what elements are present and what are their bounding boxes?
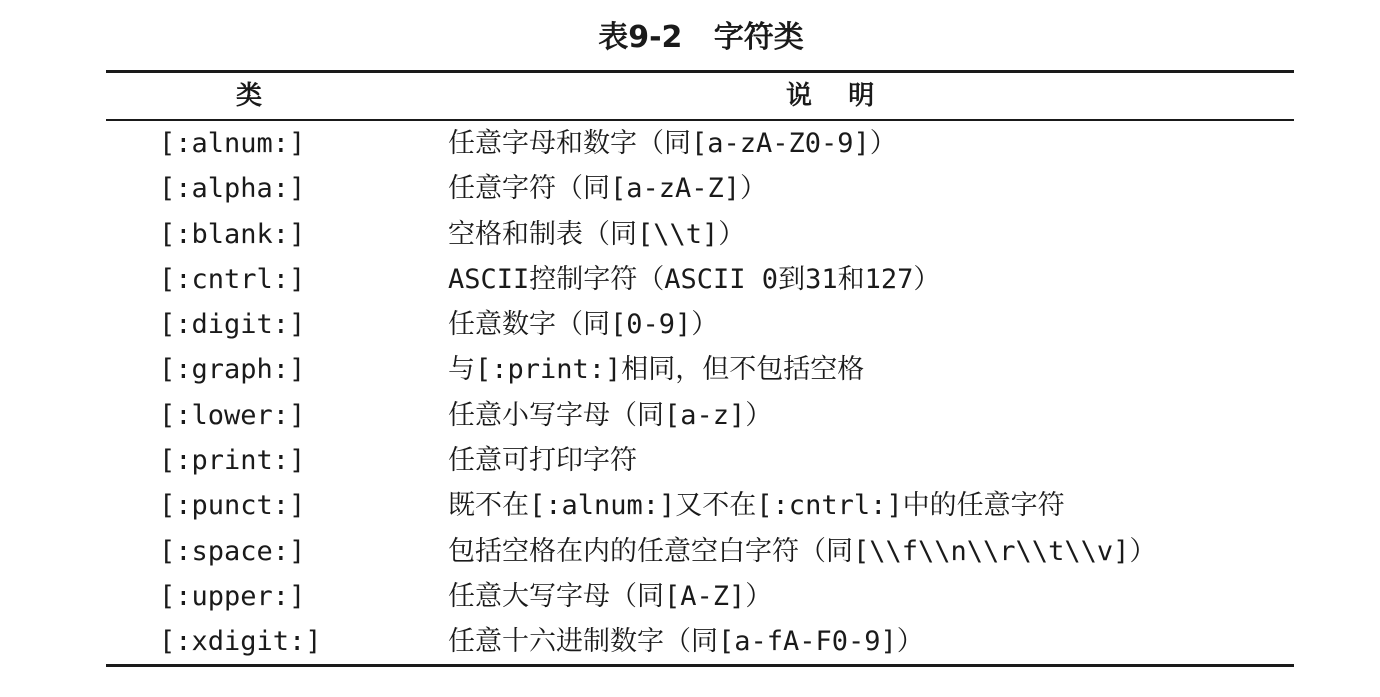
header-description: 说 明 (786, 81, 875, 111)
class-description: 任意大写字母（同[A-Z]） (448, 580, 773, 612)
table-row (0, 347, 1380, 392)
class-description: 任意十六进制数字（同[a-fA-F0-9]） (448, 626, 924, 658)
header-class: 类 (236, 81, 263, 111)
class-name: [:cntrl:] (159, 263, 306, 295)
class-name: [:alpha:] (159, 173, 306, 205)
class-description: 空格和制表（同[\\t]） (448, 218, 746, 250)
table-row (0, 302, 1380, 347)
class-name: [:alnum:] (159, 128, 306, 159)
table-row (0, 257, 1380, 302)
table-row (0, 619, 1380, 664)
class-name: [:punct:] (159, 490, 306, 522)
table-row (0, 438, 1380, 483)
table-row (0, 121, 1380, 166)
class-name: [:graph:] (159, 354, 306, 386)
table-row (0, 483, 1380, 528)
class-description: 包括空格在内的任意空白字符（同[\\f\\n\\r\\t\\v]） (448, 535, 1157, 567)
class-description: ASCII控制字符（ASCII 0到31和127） (448, 263, 941, 295)
class-name: [:lower:] (159, 399, 306, 431)
class-description: 既不在[:alnum:]又不在[:cntrl:]中的任意字符 (448, 490, 1065, 522)
class-description: 任意字母和数字（同[a-zA-Z0-9]） (448, 128, 897, 159)
table-caption: 表9-2 字符类 (598, 20, 804, 55)
class-description: 任意小写字母（同[a-z]） (448, 399, 773, 431)
table-row (0, 529, 1380, 574)
table-row (0, 166, 1380, 211)
table-row (0, 393, 1380, 438)
top-rule (106, 70, 1294, 73)
class-name: [:xdigit:] (159, 626, 322, 658)
class-name: [:print:] (159, 445, 306, 477)
class-name: [:digit:] (159, 309, 306, 341)
table-body (0, 121, 1380, 665)
bottom-rule (106, 664, 1294, 667)
class-description: 与[:print:]相同，但不包括空格 (448, 354, 865, 386)
class-description: 任意字符（同[a-zA-Z]） (448, 173, 768, 205)
class-description: 任意数字（同[0-9]） (448, 309, 719, 341)
table-row (0, 212, 1380, 257)
table-row (0, 574, 1380, 619)
class-description: 任意可打印字符 (448, 445, 637, 477)
class-name: [:upper:] (159, 580, 306, 612)
class-name: [:space:] (159, 535, 306, 567)
class-name: [:blank:] (159, 218, 306, 250)
